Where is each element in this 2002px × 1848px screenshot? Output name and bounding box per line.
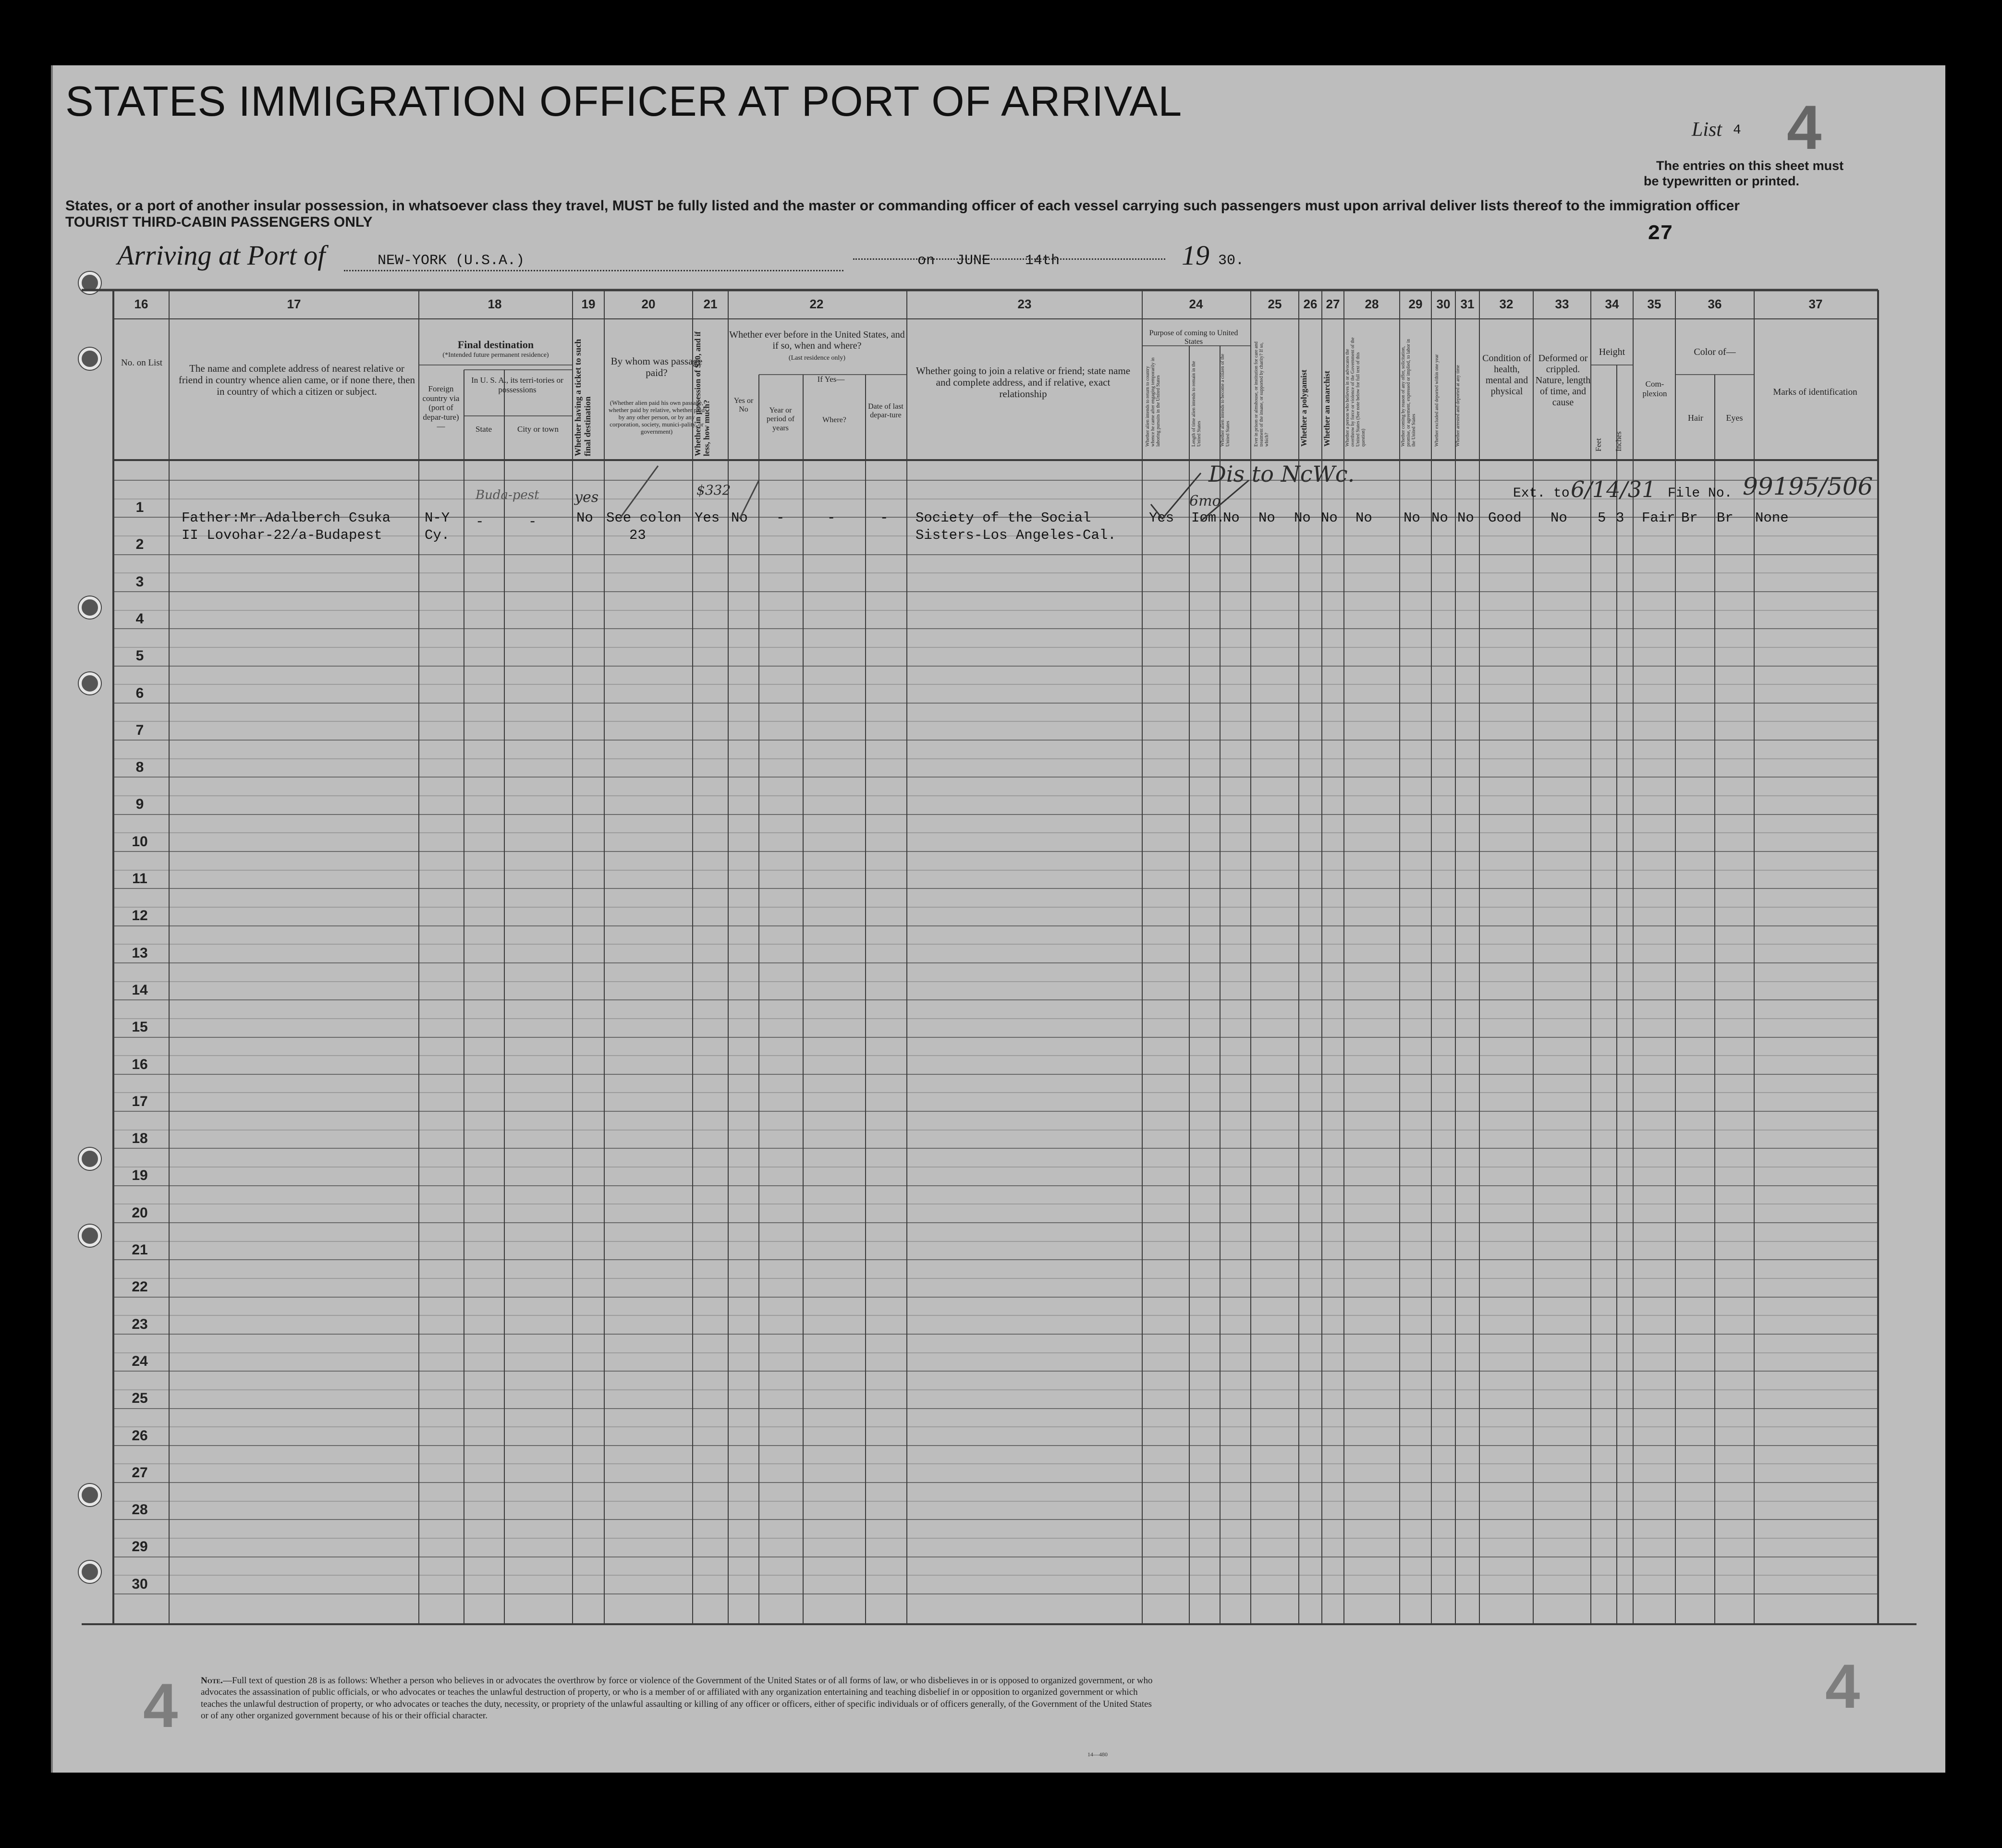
row-number: 15: [132, 1019, 148, 1035]
col16-heading: No. on List: [121, 358, 163, 368]
col22-heading: Whether ever before in the United States, and if so, when and where?: [729, 329, 905, 351]
row-number: 10: [132, 834, 148, 850]
row-number: 4: [135, 611, 144, 627]
col22-yesno: Yes or No: [733, 397, 754, 414]
list-number: 4: [1733, 123, 1741, 138]
col34-feet: Feet: [1595, 438, 1603, 451]
col22-where: Where?: [822, 416, 846, 424]
row-number: 16: [132, 1057, 148, 1072]
row-number: 26: [132, 1428, 148, 1444]
joining-line-1: Society of the Social: [916, 510, 1091, 526]
identification-marks-value: None: [1755, 510, 1789, 526]
column-number: 27: [1326, 297, 1340, 311]
where-value: -: [827, 510, 836, 526]
ticket-handwritten: yes: [574, 489, 599, 506]
column-number: 16: [134, 297, 148, 311]
column-number: 25: [1268, 297, 1282, 311]
typewritten-note-1: The entries on this sheet must: [1656, 158, 1844, 173]
joining-line-2: Sisters-Los Angeles-Cal.: [916, 527, 1116, 543]
file-number: 99195/506: [1743, 473, 1873, 500]
column-number: 19: [581, 297, 596, 311]
col18-subheading: (*Intended future permanent residence): [442, 352, 549, 359]
before-in-us-value: No: [731, 510, 748, 526]
col17-heading: The name and complete address of nearest relative or friend in country whence alien came, or if none there, then in country of which a citizen or subject.: [178, 363, 415, 398]
row-number: 17: [132, 1094, 148, 1109]
row-number: 13: [132, 945, 148, 961]
overthrow-value: No: [1355, 510, 1372, 526]
row-number: 29: [132, 1539, 148, 1555]
footer-note-text: —Full text of question 28 is as follows: Whether a person who believes in or advocates the overthrow by force or violence of the Government of the United States or of all forms of law, or who disbelieves in or is opposed to organized government, or who advocates the assassination of public officials, or who advocates or teaches the unlawful destruction of property, or who is a member of or affiliated with any organization entertaining and teaching disbelief in or opposition to organized government or which teaches the unlawful destruction of property, or who advocates or teaches the duty, necessity, or propriety of the unlawful assaulting or killing of any officer or officers, either of specific individuals or of officers generally, of the Government of the United States or of any other organized government because of his or their official character.: [201, 1676, 1153, 1721]
col18-city: City or town: [517, 425, 559, 434]
arriving-label: Arriving at Port of: [117, 240, 326, 271]
row-number: 28: [132, 1502, 148, 1518]
length-of-stay-value: Iom.: [1191, 510, 1225, 526]
ticket-value: No: [576, 510, 593, 526]
eye-color-value: Br: [1717, 510, 1733, 526]
col20-heading: By whom was passage paid?: [610, 355, 703, 379]
row-number: 1: [135, 499, 144, 515]
col19-heading: Whether having a ticket to such final destination: [573, 339, 592, 456]
row-number: 8: [135, 759, 144, 775]
destination-handwritten: Buda-pest: [476, 488, 539, 502]
row-number: 22: [132, 1279, 148, 1295]
col24-return: Whether alien intends to return to country whence he came after engaging temporarily in laboring pursuits in the United States: [1145, 357, 1161, 447]
column-number: 21: [703, 297, 718, 311]
col23-heading: Whether going to join a relative or friend; state name and complete address, and if relative, exact relationship: [916, 365, 1131, 400]
extension-date: 6/14/31: [1571, 476, 1656, 502]
column-number: 22: [809, 297, 824, 311]
foreign-port-line-2: Cy.: [425, 527, 450, 543]
list-label: List: [1692, 119, 1722, 141]
extension-label: Ext. to: [1513, 486, 1570, 501]
column-number: 26: [1303, 297, 1318, 311]
col37-heading: Marks of identification: [1773, 387, 1857, 397]
column-number: 36: [1708, 297, 1722, 311]
disposition-note: Dis to NcWc.: [1209, 461, 1355, 487]
typewritten-note-2: be typewritten or printed.: [1644, 174, 1800, 188]
footer-list-number-right: 4: [1825, 1651, 1860, 1721]
column-number: 17: [287, 297, 301, 311]
col27-heading: Whether an anarchist: [1322, 370, 1331, 447]
relative-address-line-1: Father:Mr.Adalberch Csuka: [182, 510, 391, 526]
relative-address-line-2: II Lovohar-22/a-Budapest: [182, 527, 382, 543]
excluded-value: No: [1431, 510, 1448, 526]
foreign-port-line-1: N-Y: [425, 510, 450, 526]
column-number: 24: [1189, 297, 1203, 311]
col34-heading: Height: [1599, 347, 1625, 357]
column-number: 32: [1499, 297, 1514, 311]
row-number: 3: [135, 574, 144, 590]
col18-state: State: [476, 425, 492, 434]
column-number: 34: [1605, 297, 1619, 311]
purpose-return-value: Yes: [1149, 510, 1174, 526]
column-number: 30: [1436, 297, 1451, 311]
row-number: 23: [132, 1316, 148, 1332]
col18-foreign: Foreign country via (port of depar-ture)—: [422, 384, 460, 431]
column-number: 20: [641, 297, 656, 311]
column-number: 35: [1647, 297, 1661, 311]
health-value: Good: [1488, 510, 1522, 526]
footer-list-number-left: 4: [143, 1670, 178, 1740]
last-departure-value: -: [880, 510, 889, 526]
cost-note: $332: [696, 482, 731, 498]
passenger-class: TOURIST THIRD-CABIN PASSENGERS ONLY: [65, 214, 373, 230]
list-number-large: 4: [1787, 92, 1822, 162]
year-prefix: 19: [1182, 240, 1209, 271]
row-number: 11: [132, 871, 147, 887]
destination-city: -: [528, 514, 537, 530]
column-number: 29: [1408, 297, 1423, 311]
col33-heading: Deformed or crippled. Nature, length of time, and cause: [1535, 353, 1591, 408]
instruction-text: States, or a port of another insular possession, in whatsoever class they travel, MUST be fully listed and the master or commanding officer of each vessel carrying such passengers must upon arrival deliver lists thereof to the immigration officer: [65, 198, 1740, 214]
row-number: 25: [132, 1390, 148, 1406]
col28-heading: Whether a person who believes in or advocates the overthrow by force or violence of the Government of the United States (See note below for full text of this question): [1345, 337, 1366, 447]
row-number: 24: [132, 1353, 148, 1369]
col20-subheading: (Whether alien paid his own passage, whether paid by relative, whether paid by any other person, or by any corporation, society, munici-pality, or government): [609, 399, 705, 435]
row-number: 14: [132, 982, 148, 998]
col24-heading: Purpose of coming to United States: [1149, 329, 1238, 346]
row-number: 6: [135, 685, 144, 701]
col24-citizen: Whether alien intends to become a citizen of the United States: [1220, 353, 1231, 447]
col18-heading: Final destination: [457, 339, 534, 351]
column-number: 31: [1460, 297, 1475, 311]
row-number: 5: [135, 648, 144, 664]
labor-offer-value: No: [1404, 510, 1420, 526]
col22-ifyes: If Yes—: [817, 375, 845, 384]
anarchist-value: No: [1321, 510, 1338, 526]
col21-heading: Whether in possession of $50, and if less, how much?: [693, 331, 711, 456]
col22-period: Year or period of years: [766, 406, 795, 432]
column-number: 33: [1555, 297, 1569, 311]
col36-heading: Color of—: [1694, 347, 1736, 357]
row-number: 12: [132, 908, 148, 924]
form-number: 14—480: [1087, 1751, 1108, 1758]
col18-usa: In U. S. A., its terri-tories or possessions: [471, 376, 563, 394]
col25-heading: Ever in prison or almshouse, or institution for care and treatment of the insane, or supported by charity? If so, which?: [1254, 341, 1270, 447]
col35-heading: Com-plexion: [1642, 379, 1667, 398]
six-month-note: 6mo: [1189, 493, 1221, 510]
passage-paid-line-1: See colon: [606, 510, 682, 526]
page-number: 27: [1648, 222, 1673, 246]
footer-note: [201, 1675, 1157, 1722]
period-value: -: [776, 510, 785, 526]
page-title: STATES IMMIGRATION OFFICER AT PORT OF ARRIVAL: [65, 77, 1183, 125]
footer-note-label: Note.: [201, 1676, 223, 1686]
row-number: 9: [135, 796, 144, 812]
column-number: 37: [1808, 297, 1823, 311]
arrival-date: JUNE 14th: [956, 253, 1060, 269]
row-number: 30: [132, 1576, 148, 1592]
col31-heading: Whether arrested and deported at any time: [1455, 365, 1461, 447]
col36-hair: Hair: [1688, 413, 1703, 423]
col29-heading: Whether coming by reason of any offer, solicitation, promise, or agreement, expressed or implied, to labor in the United States: [1401, 339, 1416, 447]
on-label: on: [917, 253, 935, 269]
height-inches-value: 3: [1616, 510, 1624, 526]
col30-heading: Whether excluded and deported within one year: [1434, 354, 1440, 447]
col24-length: Length of time alien intends to remain in the United States: [1191, 361, 1202, 447]
row-number: 18: [132, 1131, 148, 1146]
port-of-arrival: NEW-YORK (U.S.A.): [378, 253, 525, 269]
row-number: 21: [132, 1242, 148, 1258]
column-number: 23: [1017, 297, 1032, 311]
hair-color-value: Br: [1681, 510, 1698, 526]
complexion-value: Fair: [1642, 510, 1675, 526]
height-feet-value: 5: [1598, 510, 1606, 526]
passage-paid-line-2: 23: [629, 527, 646, 543]
col26-heading: Whether a polygamist: [1299, 369, 1308, 447]
year-suffix: 30.: [1218, 253, 1245, 269]
row-number: 27: [132, 1465, 148, 1481]
deformed-value: No: [1550, 510, 1567, 526]
prison-value: No: [1258, 510, 1275, 526]
column-number: 28: [1365, 297, 1379, 311]
row-number: 2: [135, 536, 144, 552]
destination-state: -: [476, 514, 484, 530]
row-number: 19: [132, 1167, 148, 1183]
fifty-dollars-value: Yes: [695, 510, 720, 526]
col36-eyes: Eyes: [1726, 413, 1743, 423]
col34-inches: Inches: [1615, 431, 1623, 451]
col22-subheading: (Last residence only): [788, 354, 846, 362]
col32-heading: Condition of health, mental and physical: [1482, 353, 1531, 397]
become-citizen-value: No: [1223, 510, 1240, 526]
arrested-value: No: [1457, 510, 1474, 526]
row-number: 20: [132, 1205, 148, 1221]
row-number: 7: [135, 722, 144, 738]
file-number-label: File No.: [1668, 486, 1733, 501]
polygamist-value: No: [1294, 510, 1311, 526]
col22-last-departure: Date of last depar-ture: [868, 402, 903, 420]
column-number: 18: [488, 297, 502, 311]
